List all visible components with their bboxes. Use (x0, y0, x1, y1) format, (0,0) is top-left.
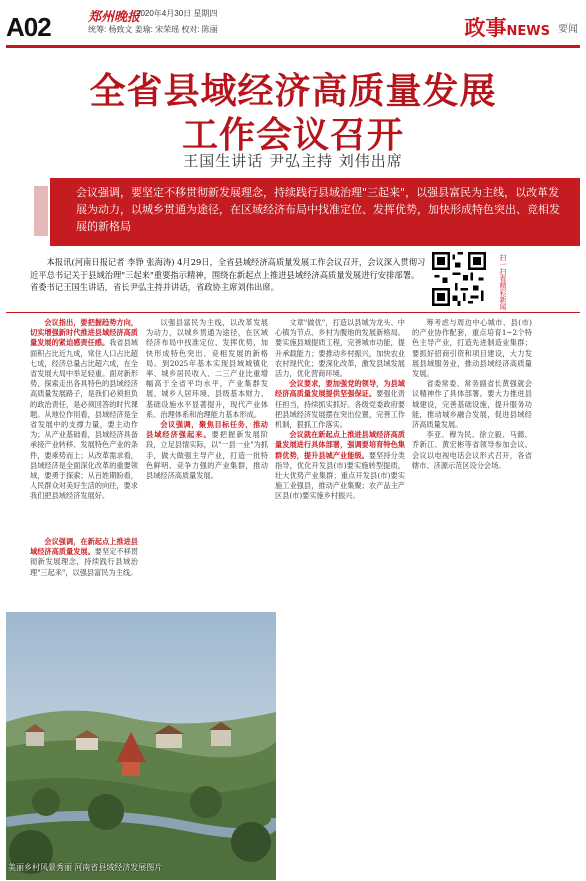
column-text: 以强县富民为主线，以改革发展为动力，以城乡贯通为途径，在区域经济布局中找准定位、发挥优势，加快形成特色突出、竞相发展的新格局。到2025年基本实现县域城镇化率、城乡居民收入、二三产业比重增幅高于全省平均水平，产业集群发展、城乡人居环境、县级基本财力、基础设施水平显著提升，现代产业体系、治理体系和治理能力基本形成。 (146, 318, 268, 419)
column-text: 省委常委、常务副省长黄强就会议精神作了具体部署。要大力推进县城建设，完善基础设施，提升服务功能，推动城乡融合发展，促进县域经济高质量发展。 (412, 379, 532, 430)
headline (0, 70, 586, 158)
column-heading: 会议强调，在新起点上推进县域经济高质量发展。 (30, 537, 138, 557)
masthead (0, 0, 586, 50)
column-heading: 会议要求，要加强党的领导，为县域经济高质量发展提供坚强保证。 (275, 379, 405, 399)
column-text: 筹考虑与周边中心城市、县(市)的产业协作配套，重点培育1~2个特色主导产业，打造先进制造业集群；要抓好招商引资和项目建设，大力发展县域服务业，推动县域经济高质量发展。 (412, 318, 532, 379)
date-line: 2020年4月30日 星期四 (136, 9, 218, 18)
paper-logo: 郑州晚报 (88, 10, 141, 25)
column-heading: 会议就在新起点上推进县域经济高质量发展进行具体部署，强调要培育特色集群优势，提升县城产业能级。 (275, 430, 405, 460)
article-column-3 (275, 318, 405, 844)
landscape-illustration (6, 612, 276, 880)
column-heading: 会议指出，要把握趋势方向，切实增强新时代推进县域经济高质量发展的紧迫感责任感。 (30, 318, 138, 348)
news-photo (6, 612, 276, 880)
qr-caption: 扫一扫看精彩新闻 (499, 254, 506, 310)
lead-box: 会议强调，要坚定不移贯彻新发展理念，持续践行县域治理"三起来"，以强县富民为主线，以改革发展为动力，以城乡贯通为途径，在区域经济布局中找准定位、发挥优势，加快形成特色突出、竞相发展的新格局 (50, 178, 580, 246)
staff-line: 统筹: 杨致文 姜瑜: 宋荣瑶 校对: 陈丽 (88, 25, 218, 34)
column-heading: 会议强调，聚焦目标任务，推动县域经济强起来。 (146, 420, 268, 440)
section-rule (6, 312, 580, 313)
column-text: 要坚持分类指导，优化开发县(市)要实施转型提质，壮大优势产业集群；重点开发县(市)要实施工业强县，推动产业集聚；农产品主产区县(市)要实施乡村振兴。 (275, 450, 405, 501)
headline-line-2: 工作会议召开 (181, 115, 404, 156)
subheadline: 王国生讲话 尹弘主持 刘伟出席 (183, 152, 403, 170)
photo-caption: 美丽乡村风景秀丽 河南省县域经济发展图片 (8, 863, 163, 872)
column-text: 文章"做优"，打造以县城为龙头、中心镇为节点、乡村为腹地的发展新格局。要实施县城提质工程，完善城市功能，提升承载能力；要推动乡村振兴，加快农业农村现代化；要深化改革，激发县域发展活力，优化营商环境。 (275, 318, 405, 379)
column-text: 我省县域面积占比近九成，常住人口占比超七成，经济总量占比超六成，在全省发展大局中举足轻重。面对新形势，探索走出各具特色的县域经济高质量发展路子，是我们必须担负的政治责任，是必须回答的时代课题。从地位作用看，县域经济是全省发展中的支撑力量，要主动作为；从产业基础看，县域经济具备承接产业转移、发展特色产业的条件，要乘势而上；从改革需求看，县域经济是全面深化改革的重要领域，要勇于探索；从百姓期盼看，人民群众对美好生活的向往，要求我们把县域经济发展好。 (30, 338, 138, 501)
masthead-rule (6, 45, 580, 48)
article-column-2 (146, 318, 268, 588)
section-title: 政事NEWS (464, 16, 550, 40)
column-text: 要坚定不移贯彻新发展理念，持续践行县域治理"三起来"，以强县富民为主线。 (30, 547, 138, 577)
qr-code-icon[interactable] (432, 252, 486, 306)
article-column-1b (30, 537, 138, 617)
article-column-1 (30, 318, 138, 532)
headline-line-1: 全省县域经济高质量发展 (89, 71, 497, 112)
column-text: 要强化责任担当，持续抓实抓好。各级党委政府要把县域经济发展摆在突出位置，完善工作机制，狠抓工作落实。 (275, 389, 405, 430)
article-column-4 (412, 318, 532, 844)
column-text: 要把握新发展阶段，立足县情实际，以"一县一业"为抓手，做大做强主导产业，打造一批特色鲜明、竞争力强的产业集群，推动县域经济高质量发展。 (146, 430, 268, 481)
lead-accent-bar (34, 186, 48, 236)
page-number: A02 (6, 12, 51, 42)
column-text: 李亚、穆为民、徐立毅、马懿、乔新江、黄宏彬等省领导参加会议。会议以电视电话会议形式召开，各省辖市、济源示范区设分会场。 (412, 430, 532, 470)
intro-paragraph: 本报讯(河南日报记者 李铮 张海涛) 4月29日，全省县域经济高质量发展工作会议召开，会议深入贯彻习近平总书记关于县域治理"三起来"重要指示精神，围绕在新起点上推进县域经济高质量发展进行安排部署。省委书记王国生讲话，省长尹弘主持并讲话，省政协主席刘伟出席。 (30, 257, 426, 293)
section-subtitle: 要闻 (558, 24, 578, 35)
